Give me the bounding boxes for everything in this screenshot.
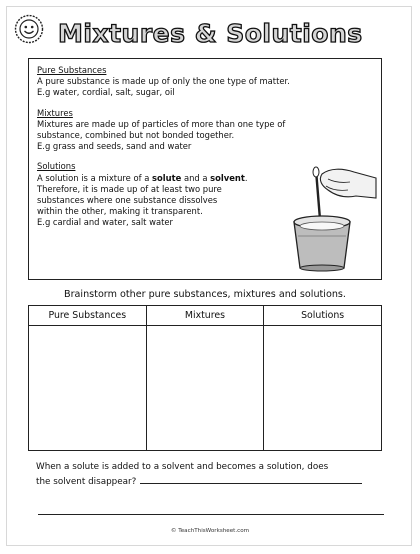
mixtures-section bbox=[37, 108, 373, 153]
solute-term: solute bbox=[152, 172, 182, 183]
answer-blank-inline[interactable] bbox=[140, 474, 362, 484]
column-header-solutions: Solutions bbox=[264, 306, 382, 326]
solutions-line-4: within the other, making it transparent. bbox=[37, 206, 203, 217]
pure-substances-line-1: A pure substance is made up of only the one type of matter. bbox=[37, 76, 290, 87]
column-header-pure-substances: Pure Substances bbox=[29, 306, 147, 326]
table-header-row bbox=[29, 306, 382, 326]
solutions-line-2: Therefore, it is made up of at least two pure bbox=[37, 183, 222, 194]
question-line-2 bbox=[36, 474, 386, 489]
question-block bbox=[36, 461, 386, 489]
solutions-line-3: substances where one substance dissolves bbox=[37, 195, 218, 206]
smiley-logo-icon bbox=[14, 14, 44, 44]
mixtures-line-2: substance, combined but not bonded together. bbox=[37, 130, 235, 141]
table-row bbox=[29, 326, 382, 451]
pure-substances-answer-cell[interactable] bbox=[29, 326, 147, 451]
mixtures-line-3: E.g grass and seeds, sand and water bbox=[37, 141, 192, 152]
brainstorm-prompt: Brainstorm other pure substances, mixtures and solutions. bbox=[64, 289, 346, 300]
mixtures-line-1: Mixtures are made up of particles of more than one type of bbox=[37, 118, 286, 129]
pure-substances-section bbox=[37, 65, 373, 99]
solutions-line-5: E.g cardial and water, salt water bbox=[37, 217, 173, 228]
solutions-heading: Solutions bbox=[37, 161, 76, 172]
hand-stirring-beaker-icon bbox=[282, 164, 378, 274]
mixtures-answer-cell[interactable] bbox=[146, 326, 264, 451]
solutions-line-1-part-a: A solution is a mixture of a bbox=[37, 172, 153, 183]
pure-substances-line-2: E.g water, cordial, salt, sugar, oil bbox=[37, 87, 175, 98]
title-text: Mixtures & Solutions bbox=[58, 19, 363, 48]
column-header-mixtures: Mixtures bbox=[146, 306, 264, 326]
question-line-2-text: the solvent disappear? bbox=[36, 476, 137, 487]
answer-line[interactable] bbox=[38, 514, 384, 515]
brainstorm-table bbox=[28, 305, 382, 451]
solvent-term: solvent bbox=[210, 172, 245, 183]
solutions-line-1-part-c: . bbox=[244, 172, 248, 183]
pure-substances-heading: Pure Substances bbox=[37, 65, 107, 75]
solutions-line-1-part-b: and a bbox=[181, 172, 211, 183]
page-title bbox=[54, 16, 394, 50]
solutions-answer-cell[interactable] bbox=[264, 326, 382, 451]
copyright-footer: © TeachThisWorksheet.com bbox=[170, 528, 250, 534]
question-line-1: When a solute is added to a solvent and becomes a solution, does bbox=[36, 462, 329, 472]
mixtures-heading: Mixtures bbox=[37, 107, 73, 118]
